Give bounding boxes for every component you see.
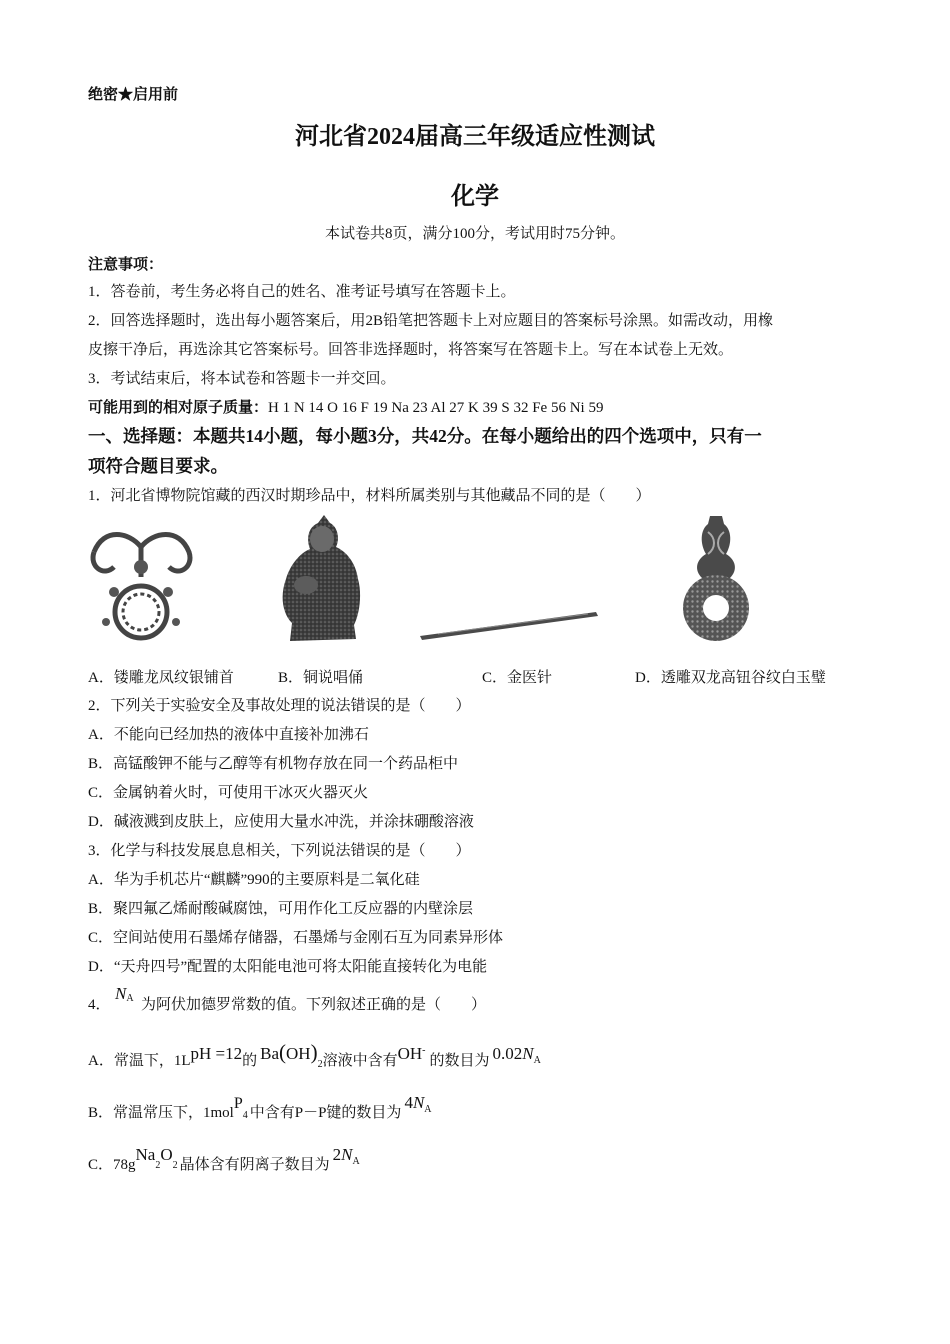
q4-c-na-n: N bbox=[341, 1145, 353, 1164]
q4-b-na-a: A bbox=[424, 1104, 432, 1115]
q4-a-value: 0.02 bbox=[492, 1044, 523, 1063]
q3-option-b: B．聚四氟乙烯耐酸碱腐蚀，可用作化工反应器的内壁涂层 bbox=[88, 901, 474, 917]
q1-option-c: C．金医针 bbox=[482, 670, 553, 686]
notice-heading: 注意事项： bbox=[88, 257, 164, 273]
q1-option-b: B．铜说唱俑 bbox=[278, 670, 364, 686]
q4-a-subscript-2: 2 bbox=[317, 1059, 323, 1070]
q4-c-na-a: A bbox=[352, 1156, 360, 1167]
q4-a-middle: 溶液中含有 bbox=[322, 1053, 398, 1069]
q2-option-a: A．不能向已经加热的液体中直接补加沸石 bbox=[88, 727, 369, 743]
na-italic-n: N bbox=[115, 984, 127, 1003]
q3-option-d: D．“天舟四号”配置的太阳能电池可将太阳能直接转化为电能 bbox=[88, 959, 488, 975]
q4-a-oh: OH bbox=[286, 1044, 311, 1063]
q4-na-symbol bbox=[115, 984, 134, 1004]
q4-a-ba: Ba bbox=[260, 1044, 280, 1063]
confidential-label: 绝密★启用前 bbox=[88, 87, 179, 103]
atomic-masses-label: 可能用到的相对原子质量： bbox=[88, 400, 269, 416]
q4-c-subscript-2b: 2 bbox=[172, 1160, 178, 1171]
q4-c-suffix: 晶体含有阴离子数目为 bbox=[179, 1157, 330, 1173]
q4-c-value: 2 bbox=[332, 1145, 342, 1164]
q4-a-paren-open: ( bbox=[279, 1040, 287, 1064]
q4-b-p: P bbox=[233, 1095, 243, 1112]
section-1-heading-line-2: 项符合题目要求。 bbox=[88, 456, 228, 476]
q4-b-prefix: B．常温常压下，1mol bbox=[88, 1105, 234, 1121]
section-1-heading-line-1: 一、选择题：本题共14小题，每小题3分，共42分。在每小题给出的四个选项中，只有一 bbox=[88, 426, 762, 446]
bronze-storyteller-figurine-image bbox=[272, 513, 372, 645]
exam-title: 河北省2024届高三年级适应性测试 bbox=[295, 124, 655, 150]
subject-title: 化学 bbox=[451, 184, 499, 210]
na-subscript-a: A bbox=[126, 993, 134, 1004]
exam-info: 本试卷共8页，满分100分，考试用时75分钟。 bbox=[324, 226, 625, 242]
q4-a-minus: - bbox=[422, 1045, 426, 1056]
notice-item-3: 3．考试结束后，将本试卷和答题卡一并交回。 bbox=[88, 371, 396, 387]
q4-b-subscript-4: 4 bbox=[242, 1110, 248, 1121]
q1-stem: 1．河北省博物院馆藏的西汉时期珍品中，材料所属类别与其他藏品不同的是（ ） bbox=[88, 488, 651, 504]
q4-c-o: O bbox=[160, 1145, 173, 1164]
silver-door-knocker-image bbox=[84, 522, 199, 647]
q4-stem: 为阿伏加德罗常数的值。下列叙述正确的是（ ） bbox=[141, 997, 487, 1013]
q4-c-subscript-2a: 2 bbox=[155, 1160, 161, 1171]
q4-b-suffix: 中含有P－P键的数目为 bbox=[249, 1105, 402, 1121]
notice-item-2-line-2: 皮擦干净后，再选涂其它答案标号。回答非选择题时，将答案写在答题卡上。写在本试卷上无效。 bbox=[88, 342, 734, 358]
gold-medical-needle-image bbox=[418, 606, 600, 642]
q4-a-de: 的 bbox=[242, 1053, 258, 1069]
jade-bi-disc-image bbox=[680, 514, 752, 644]
notice-item-1: 1．答卷前，考生务必将自己的姓名、准考证号填写在答题卡上。 bbox=[88, 284, 516, 300]
q4-c-na: Na bbox=[135, 1145, 156, 1164]
atomic-masses-values: H 1 N 14 O 16 F 19 Na 23 Al 27 K 39 S 32 Fe 56 Ni 59 bbox=[268, 400, 604, 416]
q4-option-b bbox=[88, 1093, 432, 1122]
q1-option-a: A．镂雕龙凤纹银铺首 bbox=[88, 670, 234, 686]
q4-option-c bbox=[88, 1145, 360, 1174]
atomic-masses bbox=[88, 396, 603, 417]
q4-c-prefix: C．78g bbox=[88, 1157, 136, 1173]
q4-a-prefix: A．常温下，1L bbox=[88, 1053, 191, 1069]
q3-option-a: A．华为手机芯片“麒麟”990的主要原料是二氧化硅 bbox=[88, 872, 420, 888]
q4-b-na-n: N bbox=[412, 1093, 425, 1112]
q4-a-suffix: 的数目为 bbox=[429, 1053, 490, 1069]
q2-option-c: C．金属钠着火时，可使用干冰灭火器灭火 bbox=[88, 785, 369, 801]
q4-option-a bbox=[88, 1040, 541, 1070]
q4-a-na-a: A bbox=[533, 1055, 541, 1066]
q4-a-ph: pH =12 bbox=[190, 1044, 243, 1063]
q3-stem: 3．化学与科技发展息息相关，下列说法错误的是（ ） bbox=[88, 843, 471, 859]
notice-item-2-line-1: 2．回答选择题时，选出每小题答案后，用2B铅笔把答题卡上对应题目的答案标号涂黑。如需改动，用橡 bbox=[88, 313, 774, 329]
q4-number: 4． bbox=[88, 997, 111, 1013]
q3-option-c: C．空间站使用石墨烯存储器，石墨烯与金刚石互为同素异形体 bbox=[88, 930, 504, 946]
q2-option-b: B．高锰酸钾不能与乙醇等有机物存放在同一个药品柜中 bbox=[88, 756, 459, 772]
q4-b-value: 4 bbox=[404, 1093, 413, 1112]
q4-a-paren-close: ) bbox=[310, 1040, 318, 1064]
q4-a-hydroxide: OH bbox=[397, 1044, 423, 1063]
q2-stem: 2．下列关于实验安全及事故处理的说法错误的是（ ） bbox=[88, 698, 471, 714]
q4-a-na-n: N bbox=[522, 1044, 534, 1063]
q1-option-d: D．透雕双龙高钮谷纹白玉璧 bbox=[635, 670, 826, 686]
q2-option-d: D．碱液溅到皮肤上，应使用大量水冲洗，并涂抹硼酸溶液 bbox=[88, 814, 474, 830]
